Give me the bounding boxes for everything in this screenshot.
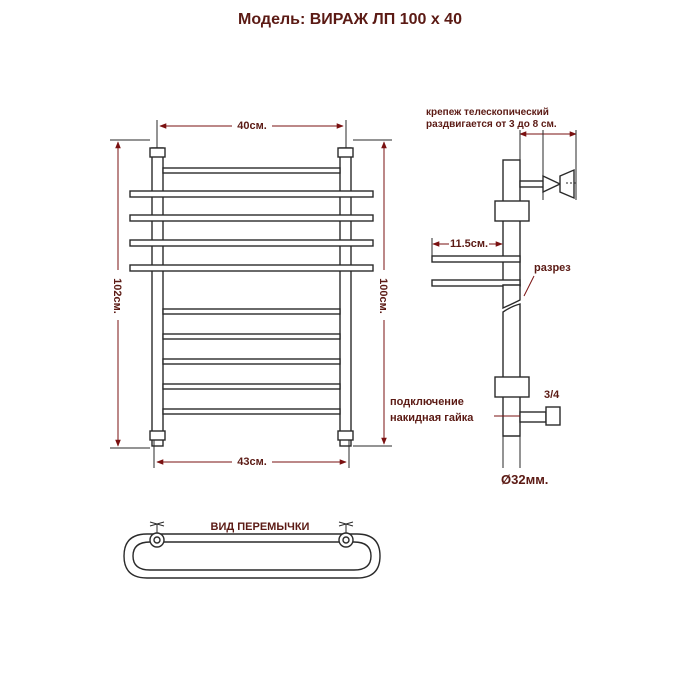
pipe-diameter-label: Ø32мм. xyxy=(501,472,549,487)
width-bottom-label: 43см. xyxy=(237,456,267,468)
rung-5 xyxy=(163,409,340,414)
section-leader xyxy=(524,276,534,296)
wall-flange xyxy=(560,170,574,198)
jumper-view xyxy=(124,521,380,578)
union-nut xyxy=(546,407,560,425)
shelf-depth-label: 11.5см. xyxy=(449,238,489,250)
connection-nut xyxy=(520,412,546,422)
upper-clamp xyxy=(495,201,529,221)
shelf-bar-4 xyxy=(130,265,373,271)
height-right-label: 100см. xyxy=(377,278,389,314)
shelf-bar-1 xyxy=(130,191,373,197)
connection-label-line1: подключение xyxy=(390,396,464,408)
mount-note-line2: раздвигается от 3 до 8 см. xyxy=(426,119,557,130)
left-top-cap xyxy=(150,148,165,157)
rung-2 xyxy=(163,334,340,339)
left-bottom-cap xyxy=(150,431,165,440)
right-bottom-cap xyxy=(338,431,353,440)
height-left-label: 102см. xyxy=(111,278,123,314)
shelf-bar-2 xyxy=(130,215,373,221)
rung-4 xyxy=(163,384,340,389)
thread-label: 3/4 xyxy=(544,389,560,401)
shelf-bar-3 xyxy=(130,240,373,246)
side-shelf-bar-1 xyxy=(432,256,520,262)
rung-1 xyxy=(163,309,340,314)
side-pipe-upper xyxy=(503,160,520,285)
section-label: разрез xyxy=(534,262,571,274)
mount-note-line1: крепеж телескопический xyxy=(426,107,549,118)
lower-clamp xyxy=(495,377,529,397)
connection-label-line2: накидная гайка xyxy=(390,412,474,424)
top-rung xyxy=(163,168,340,173)
telescopic-bracket-rod xyxy=(520,181,544,187)
side-view xyxy=(390,107,576,487)
rung-3 xyxy=(163,359,340,364)
wall-mount-cone xyxy=(543,176,560,192)
right-top-cap xyxy=(338,148,353,157)
front-view xyxy=(110,118,392,468)
jumper-inner-loop xyxy=(133,542,371,570)
model-title: Модель: ВИРАЖ ЛП 100 х 40 xyxy=(238,11,462,28)
width-top-label: 40см. xyxy=(237,120,267,132)
jumper-view-title: ВИД ПЕРЕМЫЧКИ xyxy=(210,521,310,533)
